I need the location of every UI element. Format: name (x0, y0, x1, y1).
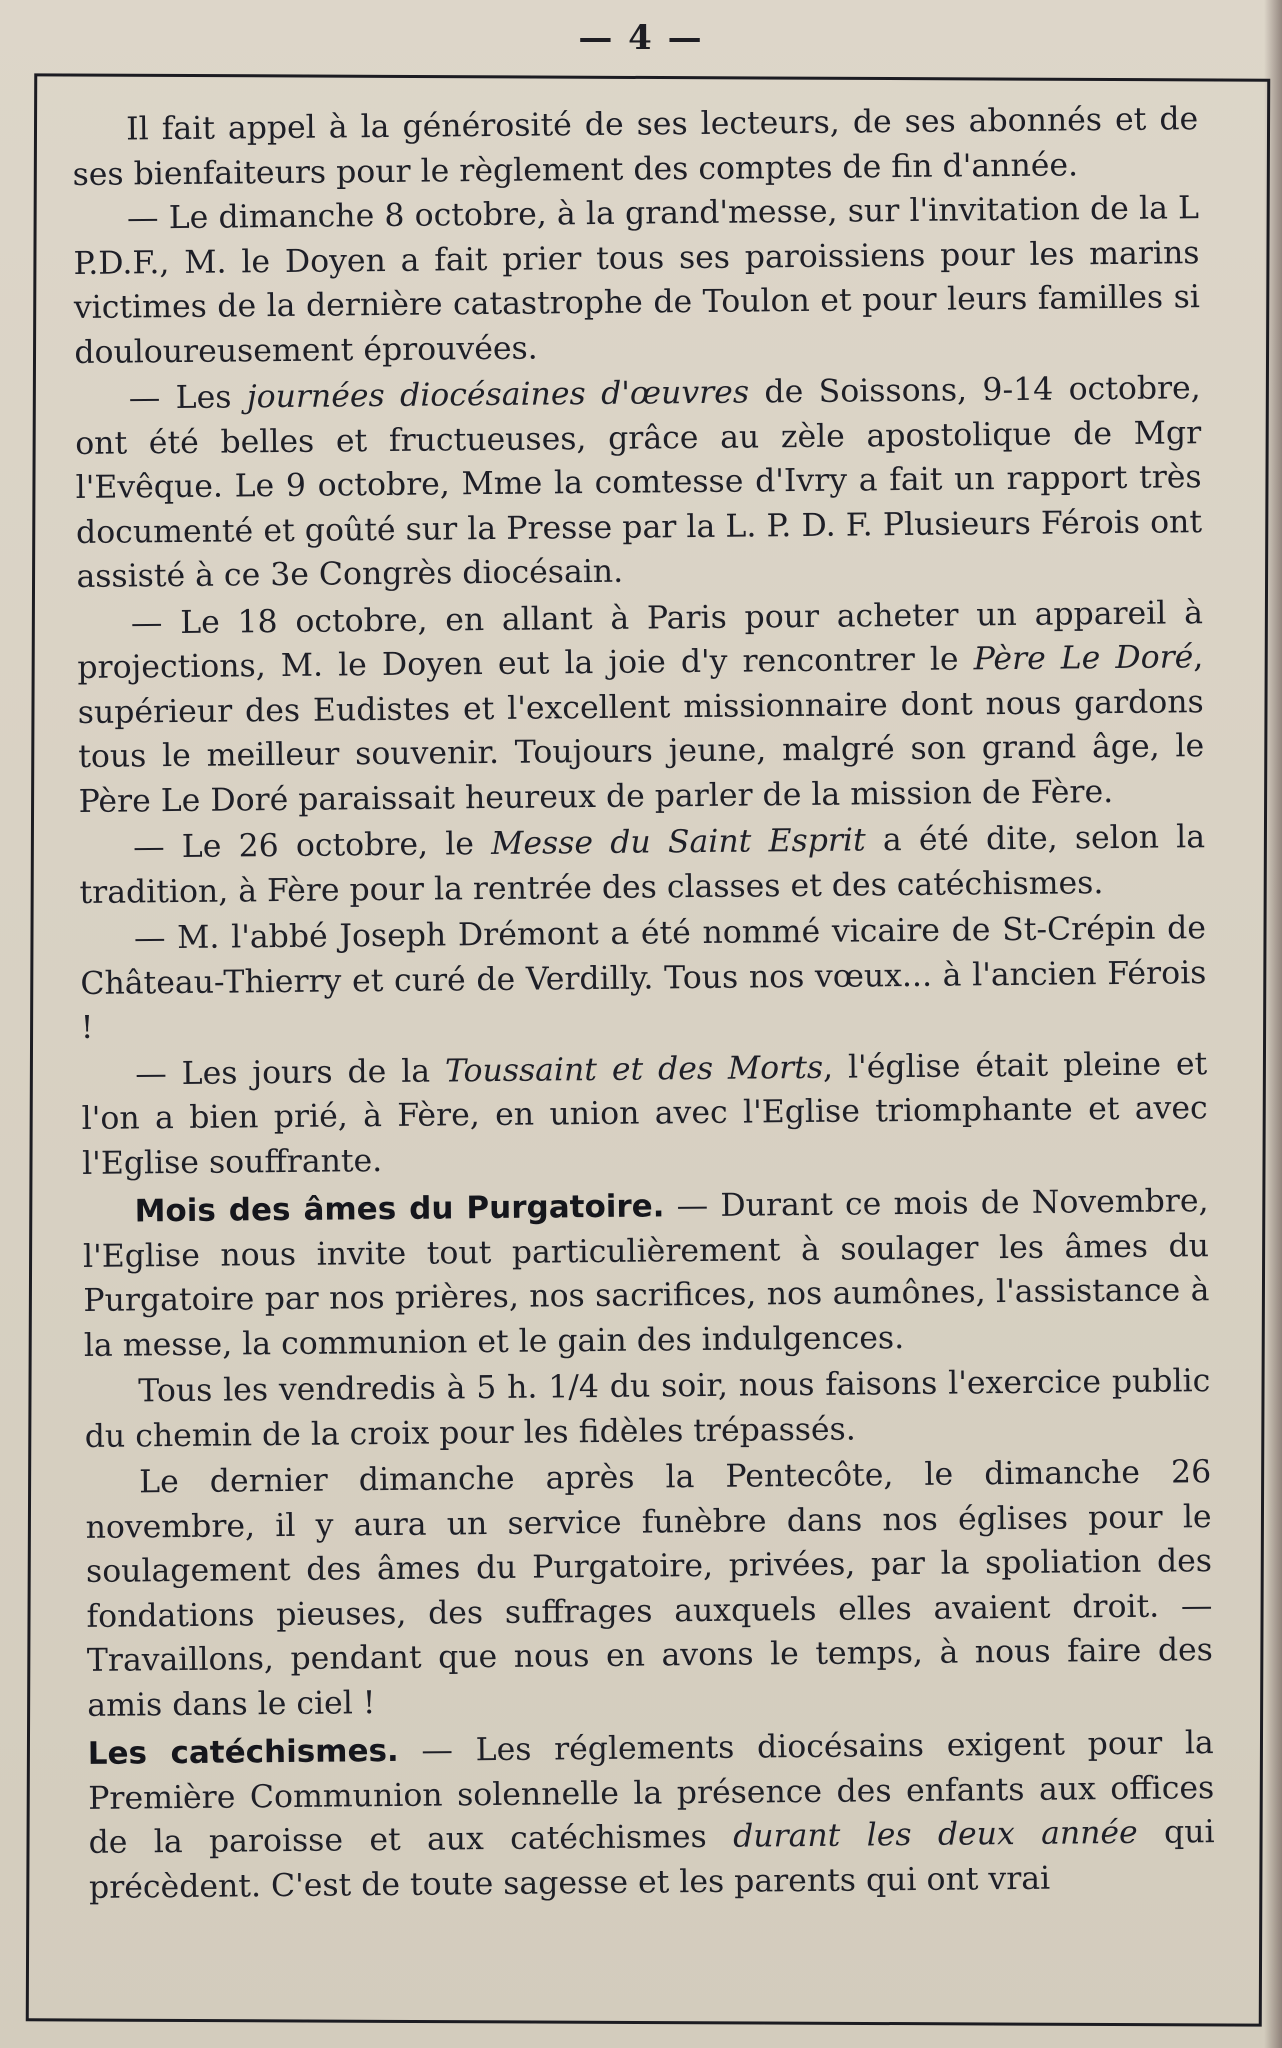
paragraph-soissons-days (75, 366, 1203, 599)
paragraph-text: — Les jours de la (135, 1052, 446, 1092)
italic-phrase: journées diocésaines d'œuvres (246, 374, 750, 416)
section-heading-catechism: Les catéchismes. (87, 1732, 399, 1772)
paragraph-text: — Les (128, 379, 248, 417)
paragraph-all-saints (81, 1042, 1208, 1186)
section-heading-purgatory: Mois des âmes du Purgatoire. (134, 1188, 665, 1230)
paragraph-holy-spirit-mass (79, 815, 1206, 915)
italic-phrase: Messe du Saint Esprit (491, 822, 866, 863)
italic-phrase: Père Le Doré (973, 639, 1194, 678)
paragraph-stations-of-cross: Tous les vendredis à 5 h. 1/4 du soir, nous faisons l'exercice public du chemin de la croix pour les fidèles trépassés. (84, 1363, 1211, 1455)
italic-phrase: Toussaint et des Morts (444, 1049, 824, 1089)
paragraph-text: — Les réglements diocésains exigent pour la Première Communion solennelle la présence des enfants aux offices de la paroisse et aux catéchismes (88, 1725, 1215, 1861)
paragraph-text: qui précèdent. C'est de toute sagesse et les parents qui ont vrai (88, 1814, 1215, 1906)
paragraph-text: — Le 26 octobre, le (132, 826, 492, 866)
paragraph-funeral-service: Le dernier dimanche après la Pentecôte, le dimanche 26 novembre, il y aura un service funèbre dans nos églises pour le soulagement des âmes du Purgatoire, privées, par la spoliation des fondations pieuses, des suffrages auxquels elles avaient droit. — Travaillons, pendant que nous en avons le temps, à nous faire des amis dans le ciel ! (85, 1454, 1214, 1724)
paragraph-text: de Soissons, 9-14 octobre, ont été belles et fructueuses, grâce au zèle apostolique de Mgr l'Evêque. Le 9 octobre, Mme la comtesse d'Ivry a fait un rapport très documenté et goûté sur la Presse par la L. P. D. F. Plusieurs Férois ont assisté à ce 3e Congrès diocésain. (75, 370, 1203, 595)
paragraph-text: — Le 18 octobre, en allant à Paris pour acheter un appareil à projections, M. le Doyen eut la joie d'y rencontrer le (77, 594, 1204, 686)
section-purgatory (82, 1179, 1210, 1368)
paragraph-appeal: Il fait appel à la générosité de ses lecteurs, de ses abonnés et de ses bienfaiteurs pour le règlement des comptes de fin d'année. (72, 101, 1199, 193)
paragraph-text: , supérieur des Eudistes et l'excellent missionnaire dont nous gardons tous le meilleur souvenir. Toujours jeune, malgré son grand âge, le Père Le Doré paraissait heureux de parler de la mission de Fère. (77, 639, 1205, 820)
article-body (72, 97, 1215, 1910)
paragraph-pere-le-dore (77, 591, 1205, 824)
paragraph-dremont-appointment: — M. l'abbé Joseph Drémont a été nommé vicaire de St-Crépin de Château-Thierry et curé de Verdilly. Tous nos vœux... à l'ancien Férois ! (80, 910, 1207, 1046)
section-catechism (88, 1721, 1216, 1910)
paragraph-text: a été dite, selon la tradition, à Fère pour la rentrée des classes et des catéchismes. (79, 819, 1206, 911)
page-number: — 4 — (578, 18, 704, 58)
paragraph-toulon-prayer: — Le dimanche 8 octobre, à la grand'messe, sur l'invitation de la L P.D.F., M. le Doyen a fait prier tous ses paroissiens pour les marins victimes de la dernière catastrophe de Toulon et pour leurs familles si douloureusement éprouvées. (73, 190, 1201, 371)
italic-phrase: durant les deux année (732, 1814, 1138, 1855)
paragraph-text: , l'église était pleine et l'on a bien prié, à Fère, en union avec l'Eglise triomphante et avec l'Eglise souffrante. (81, 1045, 1208, 1182)
paragraph-text: — Durant ce mois de Novembre, l'Eglise nous invite tout particulièrement à soulager les âmes du Purgatoire par nos prières, nos sacrifices, nos aumônes, l'assistance à la messe, la communion et le gain des indulgences. (82, 1183, 1210, 1364)
